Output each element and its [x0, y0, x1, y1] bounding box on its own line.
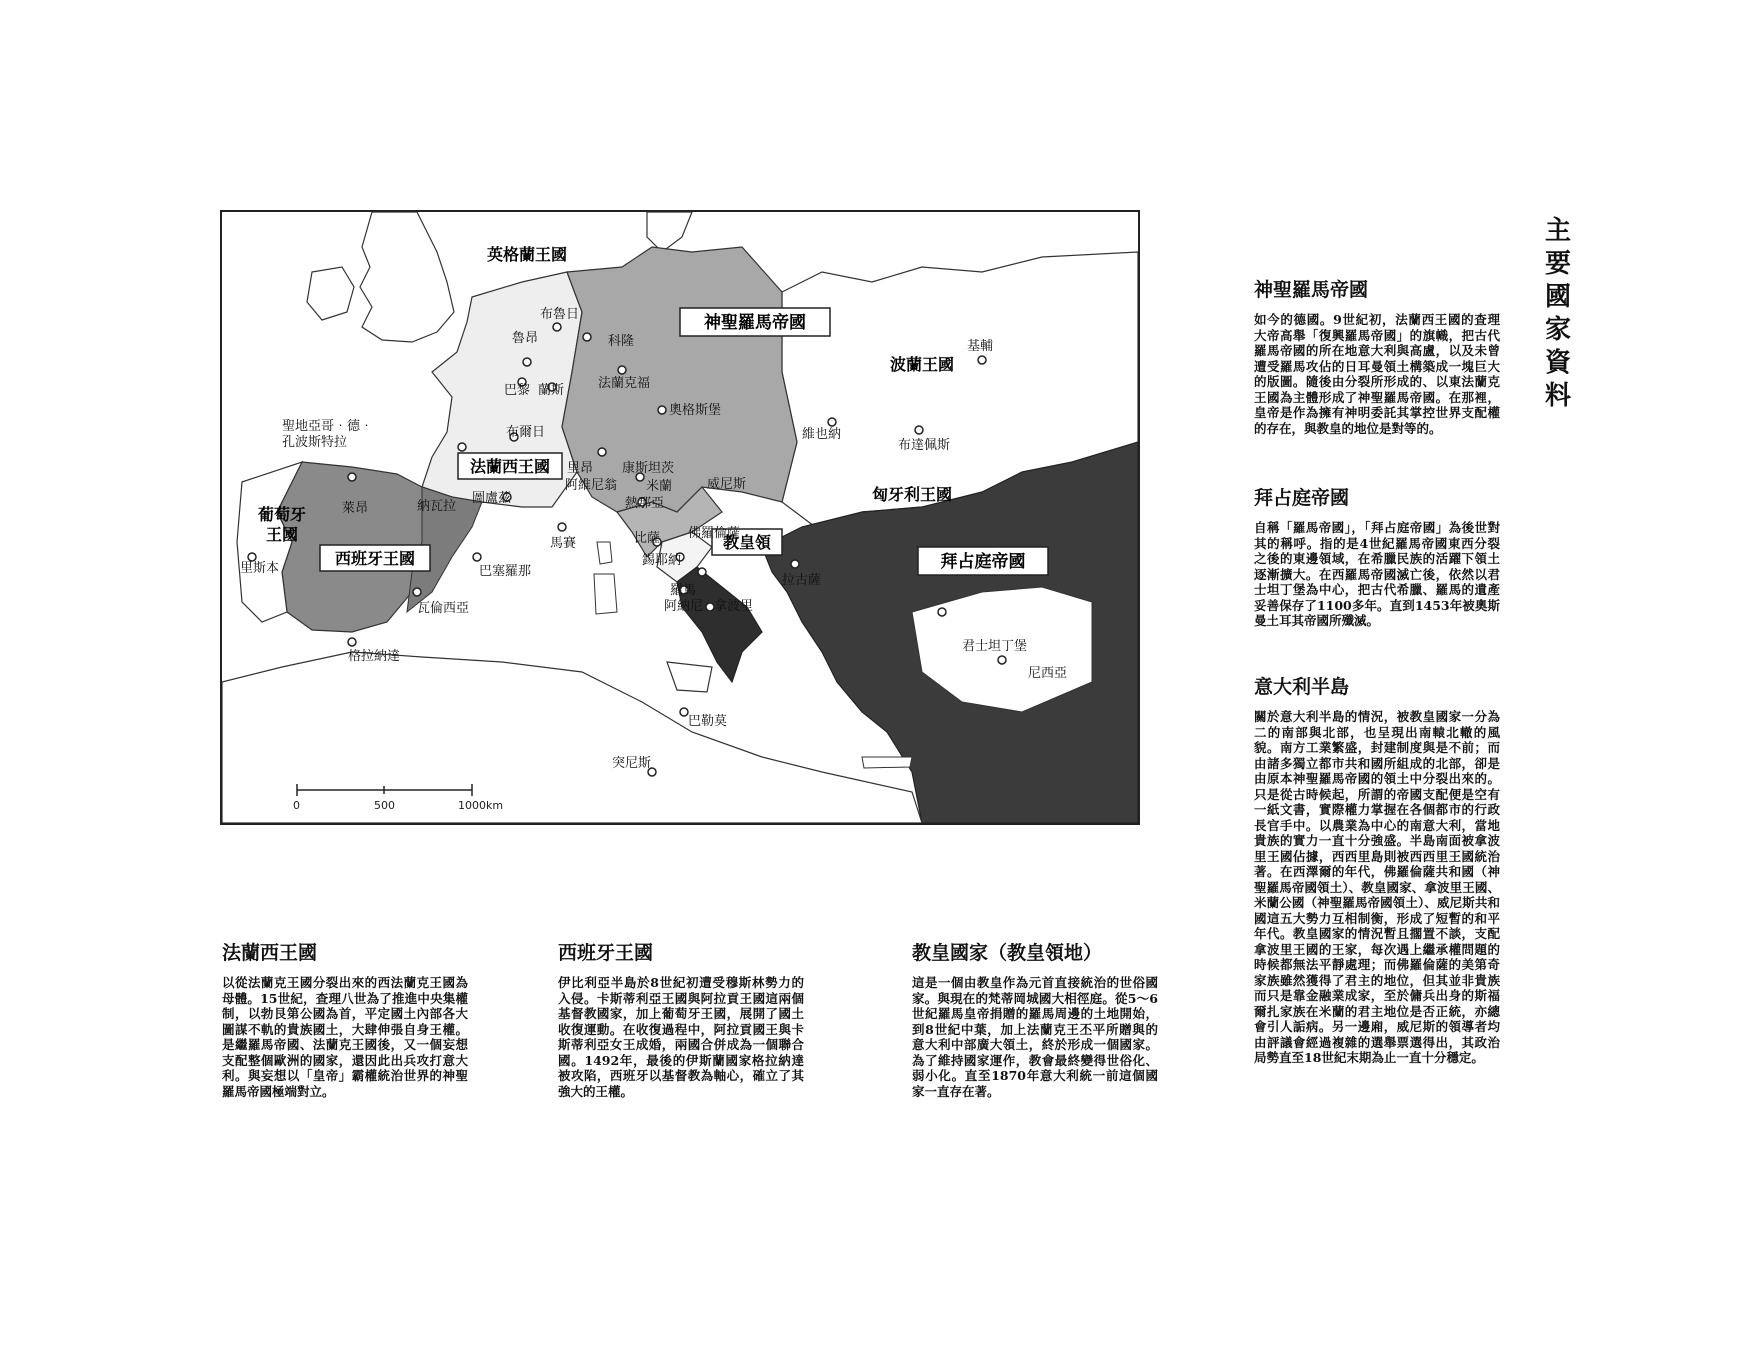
- city-dot: [618, 366, 626, 374]
- portugal-label-2: 王國: [265, 525, 299, 544]
- city-dot: [523, 358, 531, 366]
- britain-land: [360, 212, 454, 342]
- vienna-label: 維也納: [802, 427, 842, 442]
- hre-label: 神聖羅馬帝國: [704, 313, 806, 333]
- santiago-label-2: 孔波斯特拉: [282, 435, 348, 450]
- section-byzantine: [1254, 483, 1500, 629]
- palermo-label: 巴勒莫: [688, 714, 728, 729]
- lyon-label: 里昂: [567, 461, 594, 476]
- hungary-label: 匈牙利王國: [871, 485, 953, 504]
- city-dot: [348, 473, 356, 481]
- city-dot: [248, 553, 256, 561]
- section-france: [222, 938, 468, 1099]
- section-title: 教皇國家（教皇領地）: [912, 942, 1103, 964]
- section-papal: [912, 938, 1158, 1099]
- scandinavia-land: [647, 212, 692, 252]
- europe-map: [220, 210, 1140, 825]
- augsburg-label: 奧格斯堡: [669, 403, 722, 418]
- sardinia-land: [594, 574, 617, 614]
- city-dot: [458, 443, 466, 451]
- constance-label: 康斯坦茨: [622, 461, 675, 476]
- nicaea-label: 尼西亞: [1028, 666, 1068, 681]
- santiago-label-1: 聖地亞哥‧德‧: [282, 419, 374, 434]
- kiev-label: 基輔: [967, 339, 994, 354]
- city-dot: [978, 356, 986, 364]
- city-dot: [938, 608, 946, 616]
- florence-label: 佛羅倫薩: [688, 526, 741, 541]
- papal-label: 教皇領: [722, 533, 772, 552]
- barcelona-label: 巴塞羅那: [479, 564, 532, 579]
- venice-label: 威尼斯: [707, 477, 747, 492]
- avignon-label: 阿維尼翁: [565, 478, 618, 493]
- africa-land: [222, 652, 922, 823]
- city-dot: [791, 560, 799, 568]
- naples-label: 拿波里: [714, 599, 754, 614]
- tunis-label: 突尼斯: [612, 756, 652, 771]
- paris-label: 巴黎: [504, 383, 531, 398]
- city-dot: [706, 603, 714, 611]
- lisbon-label: 里斯本: [240, 561, 280, 576]
- poland-label: 波蘭王國: [889, 355, 955, 374]
- navarre-label: 納瓦拉: [417, 499, 457, 514]
- granada-label: 格拉納達: [348, 649, 401, 664]
- byzantine-label: 拜占庭帝國: [940, 552, 1026, 572]
- sicily-land: [667, 662, 712, 692]
- section-italy: [1254, 672, 1500, 1066]
- milan-label: 米蘭: [646, 479, 673, 494]
- section-title: 西班牙王國: [558, 942, 654, 964]
- city-dot: [828, 418, 836, 426]
- cologne-label: 科隆: [608, 334, 635, 349]
- city-dot: [413, 588, 421, 596]
- city-dot: [558, 523, 566, 531]
- section-title: 法蘭西王國: [222, 942, 318, 964]
- constantinople-label: 君士坦丁堡: [962, 639, 1028, 654]
- city-dot: [553, 323, 561, 331]
- section-body: 關於意大利半島的情況，被教皇國家一分為二的南部與北部，也呈現出南轅北轍的風貌。南方工業繁盛，封建制度與是不前；而由諸多獨立都市共和國所組成的北部，卻是由原本神聖羅馬帝國的領土中分裂出來的。只是從古時候起，所謂的帝國支配便是空有一紙文書，實際權力掌握在各個都市的行政長官手中。以農業為中心的南意大利，當地貴族的實力一直十分強盛。半島南面被拿波里王國佔據，西西里島則被西西里王國統治著。在西澤爾的年代，佛羅倫薩共和國（神聖羅馬帝國領土）、教皇國家、拿波里王國、米蘭公國（神聖羅馬帝國領土）、威尼斯共和國這五大勢力互相制衡，形成了短暫的和平年代。教皇國家的情況暫且擱置不談，支配拿波里王國的王家，每次遇上繼承權問題的時候都無法平靜處理；而佛羅倫薩的美第奇家族雖然獲得了君主的地位，但其並非貴族而只是靠金融業成家，至於傭兵出身的斯福爾扎家族在米蘭的君主地位是否正統，亦總會引人詬病。另一邊廂，威尼斯的領導者均由評議會經過複雜的選舉票選得出，其政治局勢直至18世紀末期為止一直十分穩定。: [1254, 709, 1500, 1065]
- city-dot: [680, 708, 688, 716]
- taranto-label: 拉古薩: [782, 573, 822, 588]
- bourges-label: 布爾日: [506, 425, 546, 440]
- ancona-label: 阿納尼: [664, 599, 704, 614]
- frankfurt-label: 法蘭克福: [598, 376, 651, 391]
- pisa-label: 比薩: [634, 531, 661, 546]
- section-hre: [1254, 275, 1500, 436]
- scale-1000: 1000km: [458, 799, 504, 812]
- lan-label: 蘭斯: [538, 383, 565, 398]
- city-dot: [473, 553, 481, 561]
- city-dot: [915, 426, 923, 434]
- scale-500: 500: [374, 799, 395, 812]
- section-body: 這是一個由教皇作為元首直接統治的世俗國家。與現在的梵蒂岡城國大相徑庭。從5～6世紀羅馬皇帝捐贈的羅馬周邊的土地開始，到8世紀中葉，加上法蘭克王丕平所贈與的意大利中部廣大領土，終於形成一個國家。為了維持國家運作，教會最終變得世俗化、弱小化。直至1870年意大利統一前這個國家一直存在著。: [912, 975, 1158, 1099]
- scale-0: 0: [293, 799, 300, 812]
- section-body: 如今的德國。9世紀初，法蘭西王國的查理大帝高舉「復興羅馬帝國」的旗幟，把古代羅馬帝國的所在地意大利與高盧，以及未曾遭受羅馬攻佔的日耳曼領土構築成一塊巨大的版圖。隨後由分裂所形成的、以東法蘭克王國為主體形成了神聖羅馬帝國。在那裡，皇帝是作為擁有神明委託其掌控世界支配權的存在，與教皇的地位是對等的。: [1254, 312, 1500, 436]
- section-title: 神聖羅馬帝國: [1254, 279, 1369, 301]
- rouen-label: 魯昂: [512, 331, 539, 346]
- rome-label: 羅馬: [670, 583, 697, 598]
- siena-label: 錫耶納: [642, 553, 682, 568]
- section-title: 意大利半島: [1254, 676, 1350, 698]
- corsica-land: [597, 542, 612, 564]
- crete-land: [862, 757, 912, 768]
- buda-label: 布達佩斯: [898, 438, 951, 453]
- city-dot: [598, 448, 606, 456]
- leon-label: 萊昂: [342, 501, 369, 516]
- section-body: 自稱「羅馬帝國」，「拜占庭帝國」為後世對其的稱呼。指的是4世紀羅馬帝國東西分裂之後的東邊領域，在希臘民族的活躍下領土逐漸擴大。在西羅馬帝國滅亡後，依然以君士坦丁堡為中心，把古代希臘、羅馬的遺產妥善保存了1100多年。直到1453年被奧斯曼土耳其帝國所殲滅。: [1254, 520, 1500, 628]
- toulouse-label: 圖盧茲: [472, 491, 512, 506]
- france-label: 法蘭西王國: [469, 457, 551, 476]
- city-dot: [658, 406, 666, 414]
- genoa-label: 熱那亞: [625, 496, 665, 511]
- bruges-label: 布魯日: [540, 307, 580, 322]
- section-title: 拜占庭帝國: [1254, 487, 1350, 509]
- city-dot: [698, 568, 706, 576]
- portugal-label-1: 葡萄牙: [257, 505, 307, 524]
- city-dot: [583, 333, 591, 341]
- page-title: 主要國家資料: [1544, 216, 1571, 411]
- section-spain: [558, 938, 804, 1099]
- section-body: 伊比利亞半島於8世紀初遭受穆斯林勢力的入侵。卡斯蒂利亞王國與阿拉貢王國這兩個基督教國家，加上葡萄牙王國，展開了國土收復運動。在收復過程中，阿拉貢國王與卡斯蒂利亞女王成婚，兩國合併成為一個聯合國。1492年，最後的伊斯蘭國家格拉納達被攻陷，西班牙以基督教為軸心，確立了其強大的王權。: [558, 975, 804, 1099]
- city-dot: [348, 638, 356, 646]
- spain-label: 西班牙王國: [334, 549, 416, 568]
- ireland-land: [307, 267, 354, 320]
- marseille-label: 馬賽: [550, 536, 577, 551]
- england-label: 英格蘭王國: [486, 245, 568, 264]
- valencia-label: 瓦倫西亞: [417, 601, 470, 616]
- city-dot: [998, 656, 1006, 664]
- map-svg: [222, 212, 1138, 823]
- section-body: 以從法蘭克王國分裂出來的西法蘭克王國為母體。15世紀，查理八世為了推進中央集權制，以勃艮第公國為首，平定國土內部各大圖謀不軌的貴族國土，大肆伸張自身王權。是繼羅馬帝國、法蘭克王國後，又一個妄想支配整個歐洲的國家，還因此出兵攻打意大利。與妄想以「皇帝」霸權統治世界的神聖羅馬帝國極端對立。: [222, 975, 468, 1099]
